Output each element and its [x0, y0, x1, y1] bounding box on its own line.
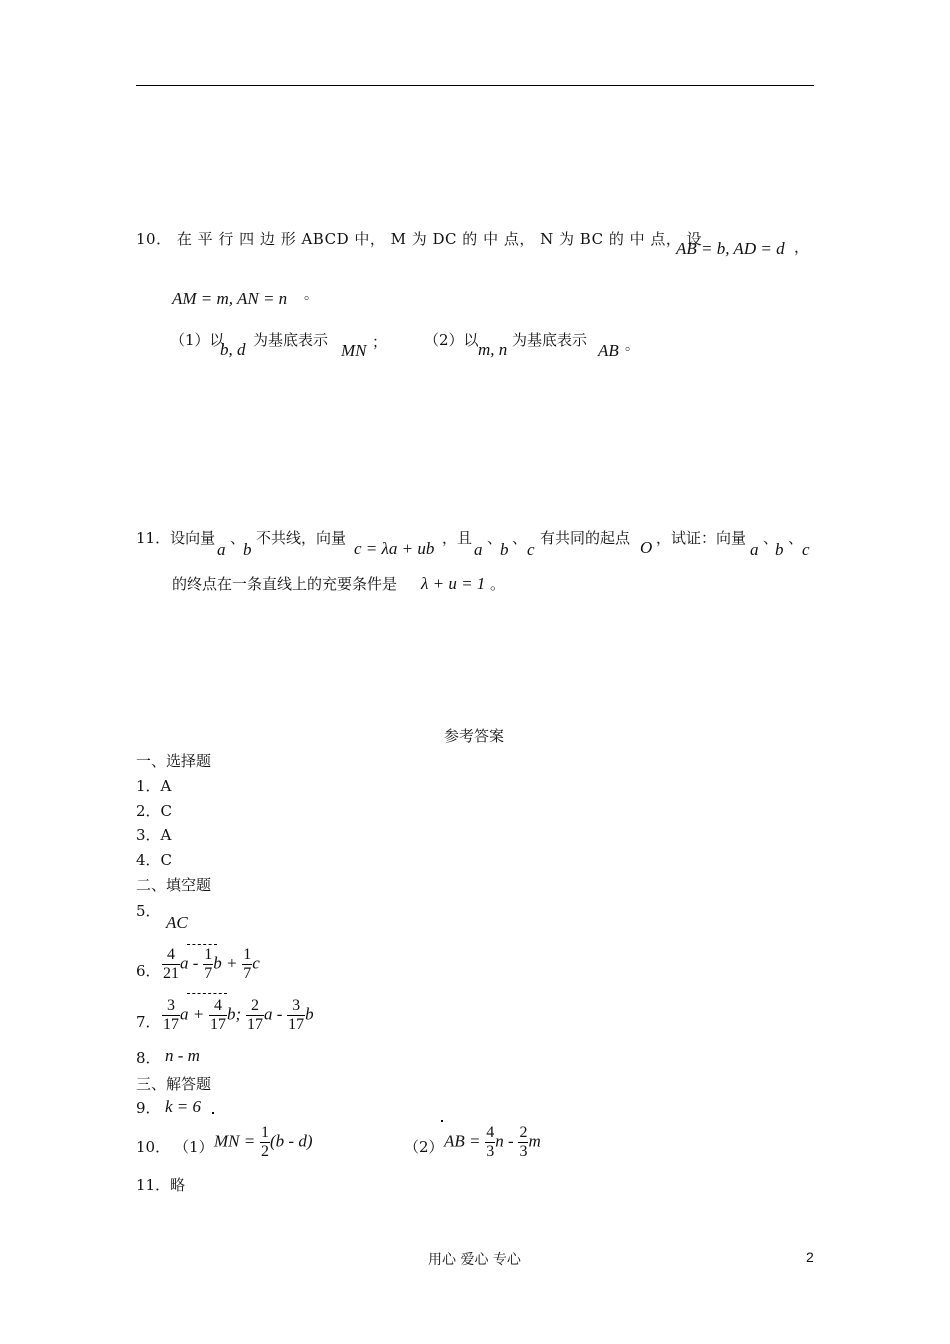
answer-10-frac1-num: 1	[261, 1124, 270, 1141]
answer-6-frac2-den: 7	[204, 965, 213, 982]
answer-4: 4．C	[136, 851, 173, 869]
problem-10-part1-target: MN	[341, 341, 367, 360]
problem-10-given1: AB = b, AD = d	[676, 239, 785, 258]
answer-8-value: n - m	[165, 1046, 200, 1065]
problem-11-prefix: 11．设向量	[136, 529, 216, 547]
problem-10-part1-end: ；	[372, 333, 388, 351]
answer-6-frac2-num: 1	[204, 946, 213, 963]
answer-3: 3．A	[136, 826, 172, 844]
answer-10-frac2-den: 3	[486, 1143, 495, 1160]
answer-10-mid2: n -	[495, 1131, 514, 1151]
problem-11-sep5: 、	[788, 529, 804, 547]
answer-7-label: 7．	[136, 1013, 161, 1031]
answer-7-term3: a -	[263, 1004, 283, 1024]
problem-10-part2-end: 。	[625, 338, 639, 354]
answer-10-label: 10．	[136, 1138, 171, 1156]
answer-7-overline-dashes	[187, 993, 227, 994]
problem-10-prefix: 10． 在 平 行 四 边 形 ABCD 中， M 为 DC 的 中 点， N 为 BC 的 中 点， 设	[136, 230, 703, 248]
problem-11-b2: b	[500, 540, 509, 559]
answer-8-label: 8．	[136, 1049, 161, 1067]
answer-7-frac2-den: 17	[210, 1016, 227, 1033]
answer-6-frac3-num: 1	[243, 946, 252, 963]
problem-11-a3: a	[750, 540, 759, 559]
answers-section-1: 一、选择题	[136, 752, 212, 770]
answer-7-frac3-num: 2	[246, 997, 264, 1016]
page-number: 2	[806, 1249, 814, 1265]
problem-10-part1-vars: b, d	[220, 340, 246, 359]
problem-10-comma: ，	[794, 238, 810, 256]
problem-11-O: O	[640, 538, 653, 557]
footer-slogan: 用心 爱心 专心	[428, 1252, 521, 1268]
problem-10-part1-text: 为基底表示	[253, 331, 329, 349]
answer-7-term2: b;	[227, 1004, 242, 1024]
answer-7-frac4-den: 17	[288, 1016, 305, 1033]
problem-11-c2: c	[527, 540, 535, 559]
answer-10-frac3-num: 2	[519, 1124, 528, 1141]
answer-6-frac3-den: 7	[243, 965, 252, 982]
answer-7-term4: b	[305, 1004, 314, 1024]
answer-6-expr	[162, 946, 260, 983]
stray-dot	[212, 1112, 214, 1114]
answer-11: 11．略	[136, 1176, 186, 1194]
answer-1: 1．A	[136, 777, 172, 795]
problem-11-end: 。	[490, 575, 506, 593]
answer-10-end2: m	[528, 1131, 541, 1151]
answers-section-3: 三、解答题	[136, 1075, 212, 1093]
answer-5-value: AC	[166, 913, 188, 932]
problem-11-text2: ，且	[442, 529, 473, 547]
problem-11-sep2: 、	[487, 529, 503, 547]
problem-11-b: b	[243, 540, 252, 559]
answers-title: 参考答案	[444, 727, 505, 745]
answer-10-rhs1: (b - d)	[270, 1131, 313, 1151]
answer-6-frac1-den: 21	[163, 965, 179, 982]
answer-9-value: k = 6	[165, 1097, 202, 1116]
problem-11-text1: 不共线，向量	[256, 529, 347, 547]
answer-10-part1-expr	[214, 1124, 313, 1161]
problem-11-expr: c = λa + ub	[354, 539, 435, 558]
header-rule	[136, 85, 814, 86]
problem-11-text3: 有共同的起点	[540, 529, 631, 547]
answer-7-frac3-den: 17	[246, 1016, 263, 1033]
answer-10-lhs2: AB =	[444, 1131, 481, 1151]
answer-10-frac1-den: 2	[261, 1143, 270, 1160]
answer-6-frac1-num: 4	[162, 946, 180, 965]
problem-11-text4: ，试证：向量	[656, 529, 747, 547]
answer-7-term1: a +	[180, 1004, 205, 1024]
answer-7-frac1-den: 17	[163, 1016, 179, 1033]
answer-6-label: 6．	[136, 962, 161, 980]
answer-10-part2-label: （2）	[404, 1138, 444, 1156]
problem-11-line2: 的终点在一条直线上的充要条件是	[172, 575, 398, 593]
problem-10-given2: AM = m, AN = n	[172, 289, 288, 308]
answer-6-term2: b +	[213, 953, 238, 973]
answer-7-frac2-num: 4	[209, 997, 227, 1016]
answer-5-label: 5．	[136, 902, 161, 920]
answer-7-expr	[162, 997, 314, 1034]
problem-11-sep1: 、	[230, 529, 246, 547]
answer-6-term3: c	[252, 953, 260, 973]
answer-7-frac1-num: 3	[162, 997, 180, 1016]
answer-10-part2-expr	[444, 1124, 541, 1161]
stray-dot	[441, 1120, 443, 1122]
problem-11-cond: λ + u = 1	[421, 574, 486, 593]
problem-10-part2-text: 为基底表示	[512, 331, 588, 349]
answer-10-lhs1: MN =	[214, 1131, 256, 1151]
answer-9-label: 9．	[136, 1099, 161, 1117]
problem-10-part2-target: AB	[598, 341, 619, 360]
problem-10-part2-vars: m, n	[478, 340, 508, 359]
problem-10-part2-prefix: （2）以	[424, 331, 479, 349]
problem-11-sep3: 、	[512, 529, 528, 547]
problem-11-a: a	[217, 540, 226, 559]
problem-11-b3: b	[775, 540, 784, 559]
problem-10-part1-prefix: （1）以	[170, 331, 225, 349]
problem-11-a2: a	[474, 540, 483, 559]
answer-6-term1: a -	[180, 953, 199, 973]
answers-section-2: 二、填空题	[136, 876, 212, 894]
answer-10-part1-label: （1）	[174, 1138, 214, 1156]
problem-11-sep4: 、	[763, 529, 779, 547]
answer-10-frac2-num: 4	[486, 1124, 495, 1141]
problem-11-c3: c	[802, 540, 810, 559]
problem-10-period: 。	[304, 287, 318, 303]
answer-10-frac3-den: 3	[519, 1143, 528, 1160]
answer-7-frac4-num: 3	[287, 997, 305, 1016]
answer-2: 2．C	[136, 802, 173, 820]
answer-6-overline-dashes	[187, 944, 217, 945]
